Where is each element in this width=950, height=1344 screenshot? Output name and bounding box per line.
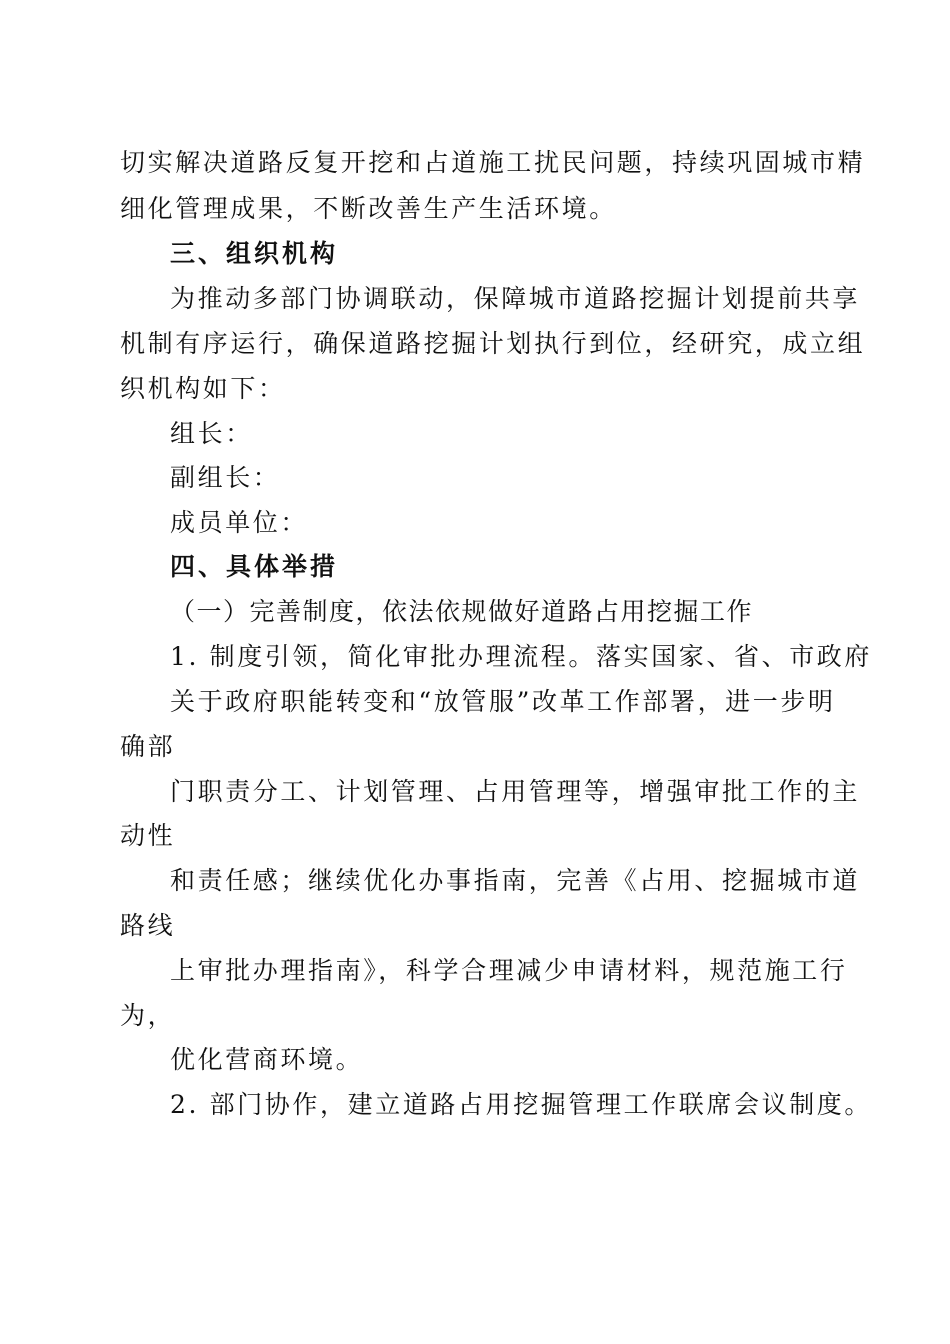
body-text-line: 门职责分工、计划管理、占用管理等，增强审批工作的主 [170, 777, 861, 806]
body-text-line: 和责任感；继续优化办事指南，完善《占用、挖掘城市道 [170, 866, 861, 895]
body-text-line: 2. 部门协作，建立道路占用挖掘管理工作联席会议制度。 [170, 1090, 873, 1119]
leader-label: 组长： [170, 419, 253, 448]
body-text-line: 机制有序运行，确保道路挖掘计划执行到位，经研究，成立组 [120, 329, 866, 358]
body-text-line: 确部 [120, 732, 176, 761]
body-text-line: 上审批办理指南》，科学合理减少申请材料，规范施工行 [170, 956, 848, 985]
body-text-line: 为， [120, 1001, 176, 1030]
body-text-line: 细化管理成果，不断改善生产生活环境。 [120, 194, 617, 223]
member-units-label: 成员单位： [170, 508, 309, 537]
body-text-line: 动性 [120, 821, 176, 850]
body-text-line: 织机构如下： [120, 374, 286, 403]
deputy-leader-label: 副组长： [170, 463, 281, 492]
subsection-heading: （一）完善制度，依法依规做好道路占用挖掘工作 [170, 597, 754, 626]
body-text-line: 切实解决道路反复开挖和占道施工扰民问题，持续巩固城市精 [120, 148, 866, 177]
section-heading-organization: 三、组织机构 [170, 239, 339, 268]
body-text-line: 1. 制度引领，简化审批办理流程。落实国家、省、市政府 [170, 642, 873, 671]
body-text-line: 为推动多部门协调联动，保障城市道路挖掘计划提前共享 [170, 284, 861, 313]
body-text-line: 路线 [120, 911, 176, 940]
body-text-line: 关于政府职能转变和“放管服”改革工作部署，进一步明 [170, 687, 836, 716]
body-text-line: 优化营商环境。 [170, 1045, 364, 1074]
section-heading-measures: 四、具体举措 [170, 552, 339, 581]
